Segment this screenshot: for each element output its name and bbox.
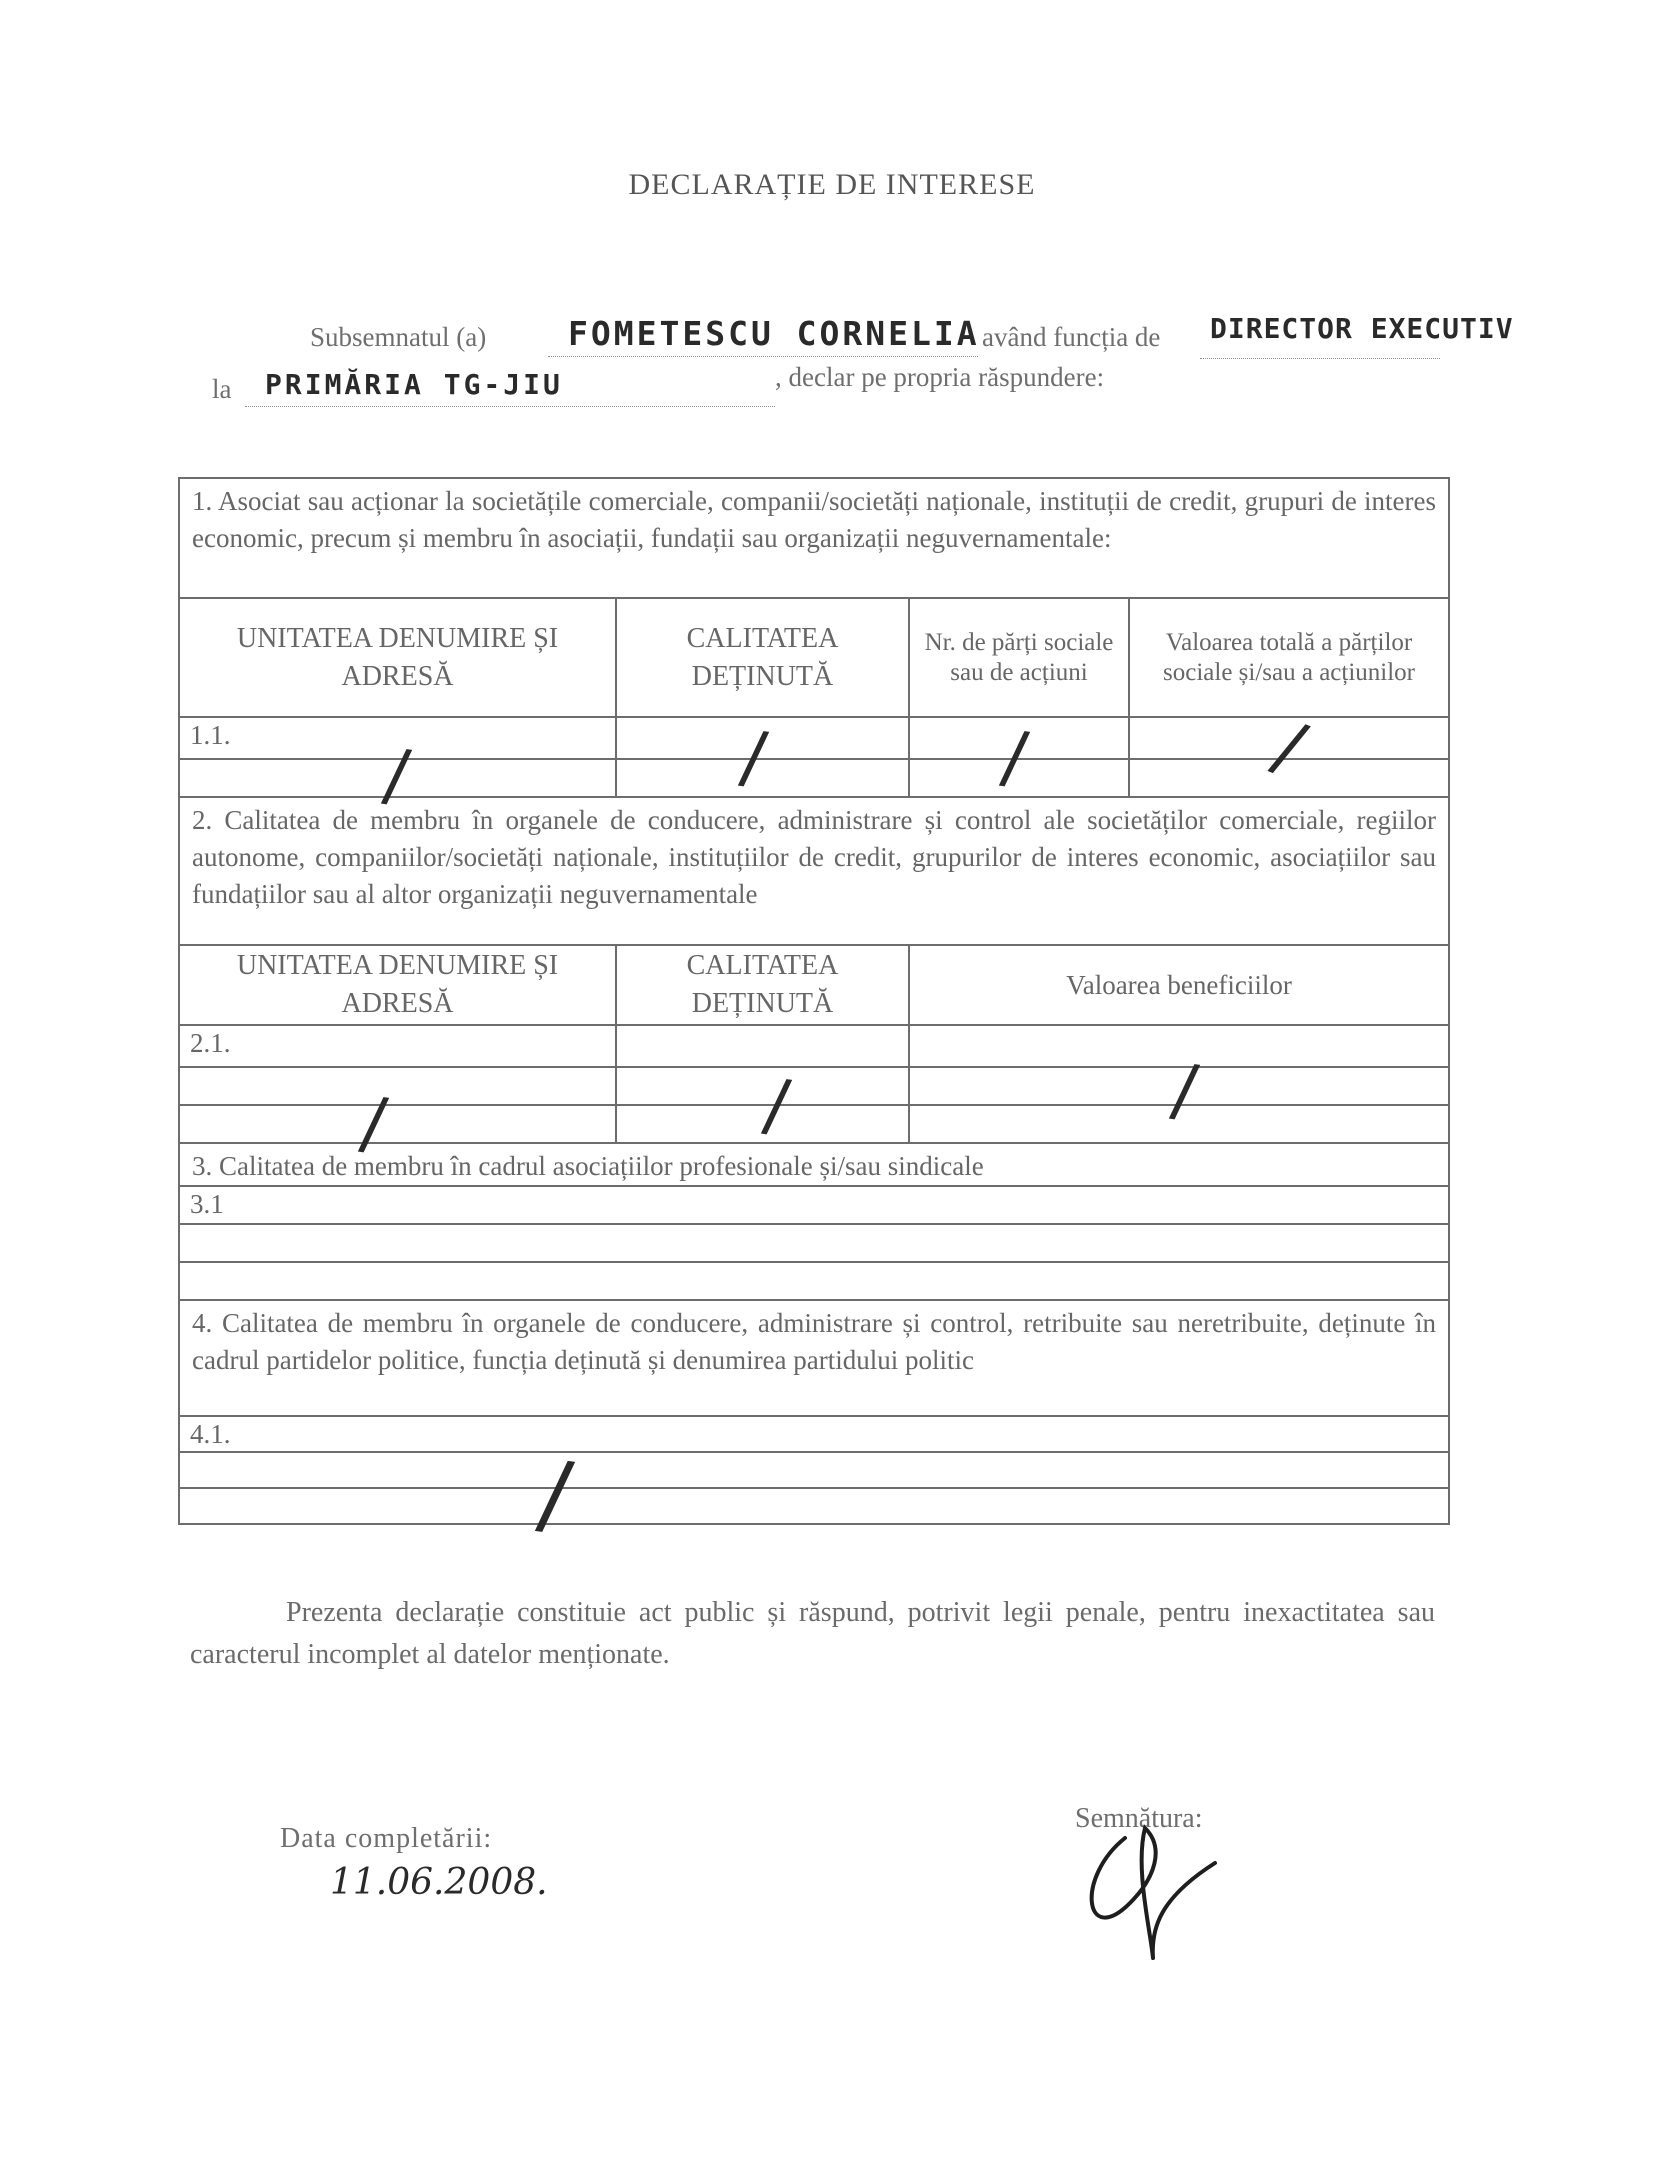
section-4-text: 4. Calitatea de membru în organele de conducere, administrare și control, retribuite sau neretribuite, deținute în cadrul partidelor politice, funcția deținută și denumirea partidului politic xyxy=(179,1300,1449,1416)
table-row xyxy=(179,759,1449,797)
handwritten-slash: / xyxy=(736,714,772,800)
handwritten-slash: / xyxy=(532,1440,578,1549)
s1-col-quality: CALITATEA DEȚINUTĂ xyxy=(616,598,909,717)
table-row xyxy=(179,717,1449,759)
subsemnatul-label: Subsemnatul (a) xyxy=(310,322,487,352)
handwritten-slash: / xyxy=(1167,1047,1203,1133)
s1-col-shares: Nr. de părți sociale sau de acțiuni xyxy=(909,598,1129,717)
section-2-header-row xyxy=(179,797,1449,945)
handwritten-slash: / xyxy=(379,732,415,818)
table-cell xyxy=(179,1488,1449,1524)
section-1-columns-row xyxy=(179,598,1449,717)
section-1-header-row xyxy=(179,478,1449,598)
table-row xyxy=(179,1416,1449,1452)
functia-label: având funcția de xyxy=(982,322,1161,352)
document-title: DECLARAȚIE DE INTERESE xyxy=(628,168,1036,201)
handwritten-slash: / xyxy=(759,1062,795,1148)
handwritten-slash: / xyxy=(356,1080,392,1166)
s1-col-unit: UNITATEA DENUMIRE ȘI ADRESĂ xyxy=(179,598,616,717)
table-row xyxy=(179,1488,1449,1524)
signature-image xyxy=(1055,1808,1225,1968)
table-cell xyxy=(179,1262,1449,1300)
declarant-name: FOMETESCU CORNELIA xyxy=(568,314,980,353)
s2-col-benefits: Valoarea beneficiilor xyxy=(909,945,1449,1025)
name-field xyxy=(548,314,978,357)
table-cell xyxy=(616,1025,909,1067)
table-row xyxy=(179,1224,1449,1262)
s1-row-label: 1.1. xyxy=(179,717,616,759)
table-row xyxy=(179,1186,1449,1224)
table-cell xyxy=(616,1067,909,1105)
s1-col-value: Valoarea totală a părților sociale și/sau a acțiunilor xyxy=(1129,598,1449,717)
signature-label: Semnătura: xyxy=(1075,1803,1203,1834)
table-cell xyxy=(179,1067,616,1105)
section-4-header-row xyxy=(179,1300,1449,1416)
s2-col-unit: UNITATEA DENUMIRE ȘI ADRESĂ xyxy=(179,945,616,1025)
institution-field xyxy=(245,364,775,407)
section-1-text: 1. Asociat sau acționar la societățile comerciale, companii/societăți naționale, instituții de credit, grupuri de interes economic, precum și membru în asociații, fundații sau organizații neguvernamentale: xyxy=(179,478,1449,598)
legal-statement: Prezenta declarație constituie act public și răspund, potrivit legii penale, pentru inexactitatea sau caracterul incomplet al datelor menționate. xyxy=(190,1597,1435,1670)
function-field xyxy=(1200,308,1514,359)
section-2-columns-row xyxy=(179,945,1449,1025)
table-cell xyxy=(179,1105,616,1143)
declarant-function: DIRECTOR EXECUTIV xyxy=(1210,312,1514,345)
institution-name: PRIMĂRIA TG-JIU xyxy=(265,368,563,401)
date-label: Data completării: xyxy=(280,1823,493,1854)
s2-col-quality: CALITATEA DEȚINUTĂ xyxy=(616,945,909,1025)
table-cell xyxy=(179,1224,1449,1262)
s4-row-label: 4.1. xyxy=(179,1416,1449,1452)
declar-label: , declar pe propria răspundere: xyxy=(775,362,1105,392)
declaration-table xyxy=(178,477,1450,1525)
table-cell xyxy=(179,1452,1449,1488)
completion-date: 11.06.2008. xyxy=(330,1862,548,1903)
handwritten-slash: / xyxy=(997,714,1033,800)
section-2-text: 2. Calitatea de membru în organele de conducere, administrare și control ale societăților comerciale, regiilor autonome, companiilor/societăți naționale, instituțiilor de credit, grupurilor de interes economic, asociațiilor sau fundațiilor sau al altor organizații neguvernamentale xyxy=(179,797,1449,945)
table-row xyxy=(179,1452,1449,1488)
s2-row-label: 2.1. xyxy=(179,1025,616,1067)
table-row xyxy=(179,1025,1449,1067)
s3-row-label: 3.1 xyxy=(179,1186,1449,1224)
la-label: la xyxy=(212,374,232,404)
handwritten-slash: / xyxy=(1263,704,1317,790)
table-row xyxy=(179,1262,1449,1300)
section-3-text: 3. Calitatea de membru în cadrul asociațiilor profesionale și/sau sindicale xyxy=(179,1143,1449,1186)
